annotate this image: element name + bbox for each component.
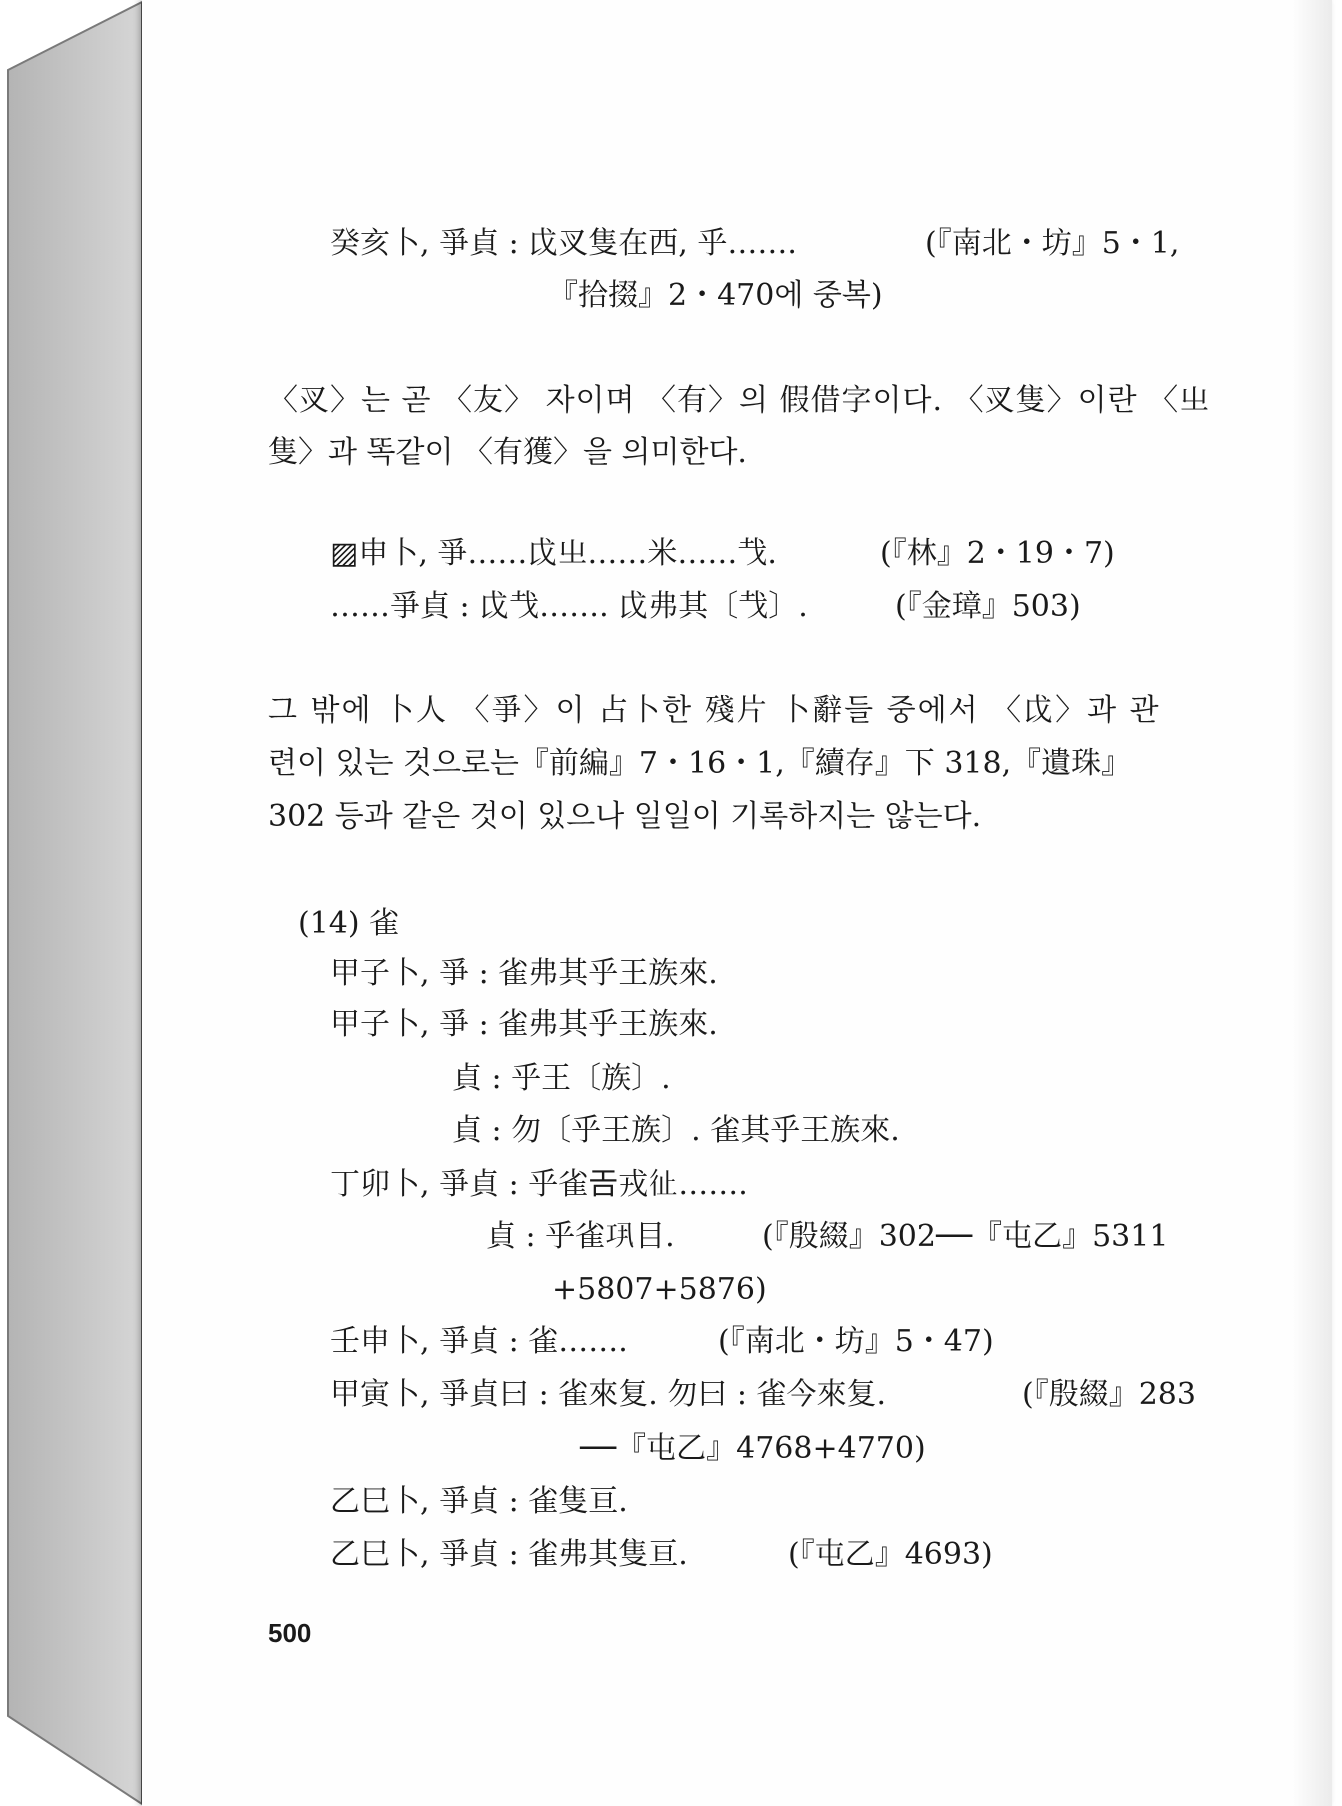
- section-line-12-citation: (『屯乙』4693): [788, 1537, 993, 1572]
- section-line-6: 貞 : 乎雀𢀜目.: [486, 1219, 675, 1254]
- section-line-9-citation: (『殷綴』283: [1022, 1377, 1196, 1412]
- para1-line1: 〈㕚〉는 곧 〈友〉 자이며 〈有〉의 假借字이다. 〈㕚隻〉이란 〈㞢: [268, 383, 1211, 418]
- quote1-citation: (『南北・坊』5・1,: [925, 226, 1180, 261]
- book-page: [142, 0, 1332, 1806]
- para2-line2: 련이 있는 것으로는『前編』7・16・1,『續存』下 318,『遺珠』: [268, 746, 1132, 781]
- section-line-6-citation: (『殷綴』302──『屯乙』5311: [762, 1219, 1169, 1254]
- section-line-4: 貞 : 勿〔乎王族〕. 雀其乎王族來.: [452, 1113, 900, 1148]
- quote2-line2: ……爭貞 : 戉𢦏……. 戉弗其〔𢦏〕.: [330, 589, 808, 624]
- para1-line2: 隻〉과 똑같이 〈有獲〉을 의미한다.: [268, 435, 747, 470]
- section-line-9: 甲寅卜, 爭貞曰 : 雀來复. 勿曰 : 雀今來复.: [330, 1377, 887, 1412]
- section-line-8: 壬申卜, 爭貞 : 雀…….: [330, 1324, 628, 1359]
- section-line-11: 乙巳卜, 爭貞 : 雀隻亘.: [330, 1484, 628, 1519]
- section-heading: (14) 雀: [298, 906, 400, 941]
- para2-line3: 302 등과 같은 것이 있으나 일일이 기록하지는 않는다.: [268, 799, 982, 834]
- quote2-line1: ▨申卜, 爭……戉㞢……⽶……𢦏.: [330, 536, 777, 571]
- page-number: 500: [268, 1618, 312, 1648]
- para2-line1: 그 밖에 卜人 〈爭〉이 占卜한 殘片 卜辭들 중에서 〈戉〉과 관: [268, 693, 1161, 728]
- section-line-5: 丁卯卜, 爭貞 : 乎雀𢀛戎𢓊…….: [330, 1167, 748, 1202]
- section-line-1: 甲子卜, 爭 : 雀弗其乎王族來.: [330, 956, 718, 991]
- section-line-12: 乙巳卜, 爭貞 : 雀弗其隻亘.: [330, 1537, 688, 1572]
- quote1-line1: 癸亥卜, 爭貞 : 戉㕚隻在西, 乎…….: [330, 226, 797, 261]
- quote1-line2: 『拾掇』2・470에 중복): [548, 278, 883, 313]
- section-line-2: 甲子卜, 爭 : 雀弗其乎王族來.: [330, 1007, 718, 1042]
- section-line-8-citation: (『南北・坊』5・47): [718, 1324, 994, 1359]
- quote2-citation2: (『金璋』503): [895, 589, 1081, 624]
- section-line-10: ──『屯乙』4768+4770): [580, 1431, 926, 1466]
- section-line-7: +5807+5876): [552, 1272, 767, 1307]
- section-line-3: 貞 : 乎王〔族〕.: [452, 1061, 671, 1096]
- quote2-citation1: (『林』2・19・7): [880, 536, 1115, 571]
